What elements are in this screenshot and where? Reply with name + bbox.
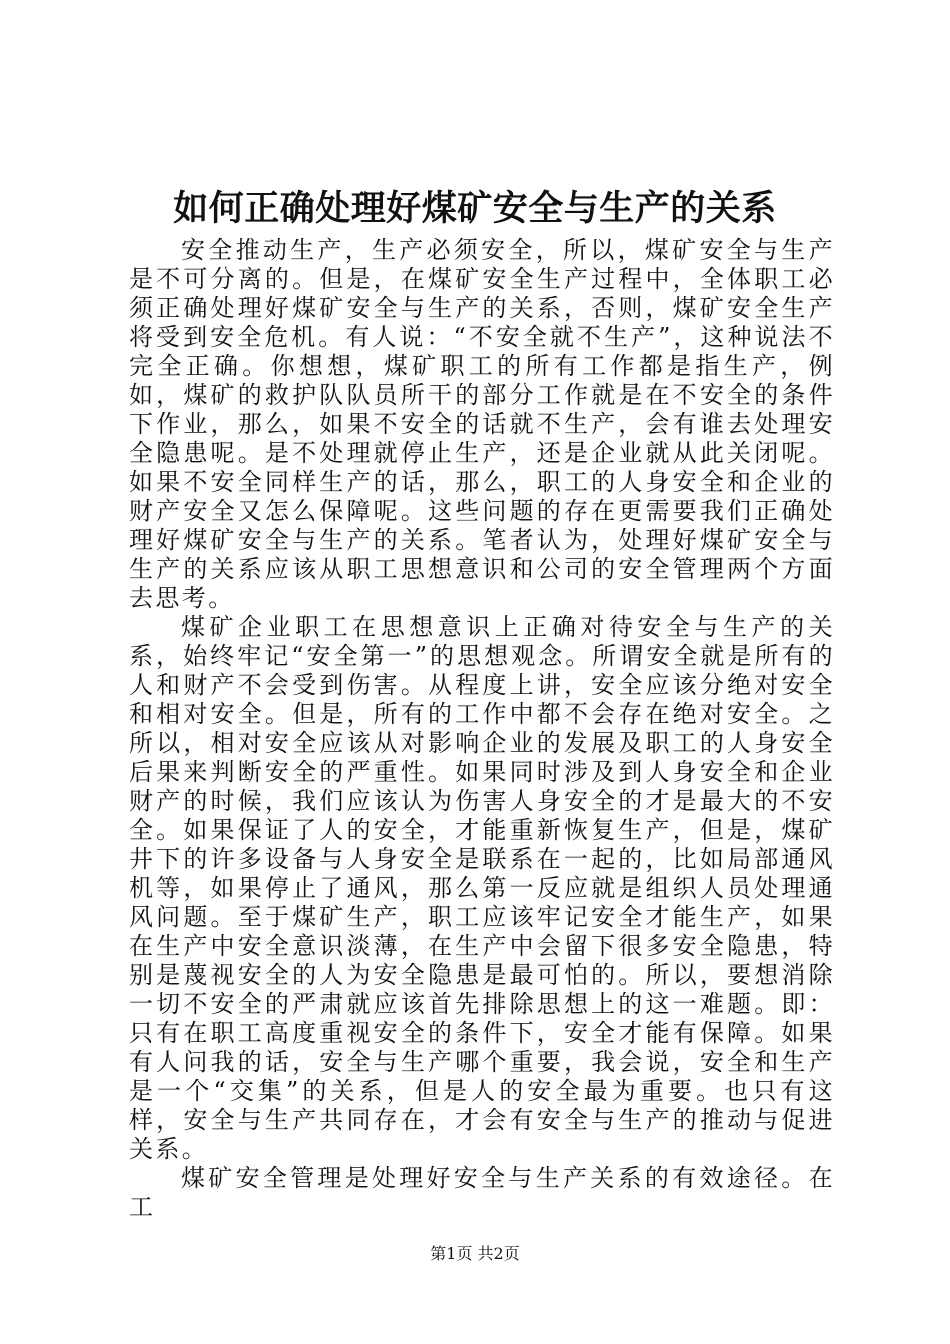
paragraph-1: 安全推动生产，生产必须安全，所以，煤矿安全与生产是不可分离的。但是，在煤矿安全生产过程中，全体职工必须正确处理好煤矿安全与生产的关系，否则，煤矿安全生产将受到安全危机。有人说：“不安全就不生产”，这种说法不完全正确。你想想，煤矿职工的所有工作都是指生产，例如，煤矿的救护队队员所干的部分工作就是在不安全的条件下作业，那么，如果不安全的话就不生产，会有谁去处理安全隐患呢。是不处理就停止生产，还是企业就从此关闭呢。如果不安全同样生产的话，那么，职工的人身安全和企业的财产安全又怎么保障呢。这些问题的存在更需要我们正确处理好煤矿安全与生产的关系。笔者认为，处理好煤矿安全与生产的关系应该从职工思想意识和公司的安全管理两个方面去思考。 (129, 236, 835, 612)
page-number-footer: 第1页 共2页 (430, 1244, 520, 1263)
document-title: 如何正确处理好煤矿安全与生产的关系 (173, 188, 777, 229)
document-body (129, 236, 835, 1222)
paragraph-2: 煤矿企业职工在思想意识上正确对待安全与生产的关系，始终牢记“安全第一”的思想观念。所谓安全就是所有的人和财产不会受到伤害。从程度上讲，安全应该分绝对安全和相对安全。但是，所有的工作中都不会存在绝对安全。之所以，相对安全应该从对影响企业的发展及职工的人身安全后果来判断安全的严重性。如果同时涉及到人身安全和企业财产的时候，我们应该认为伤害人身安全的才是最大的不安全。如果保证了人的安全，才能重新恢复生产，但是，煤矿井下的许多设备与人身安全是联系在一起的，比如局部通风机等，如果停止了通风，那么第一反应就是组织人员处理通风问题。至于煤矿生产，职工应该牢记安全才能生产，如果在生产中安全意识淡薄，在生产中会留下很多安全隐患，特别是蔑视安全的人为安全隐患是最可怕的。所以，要想消除一切不安全的严肃就应该首先排除思想上的这一难题。即：只有在职工高度重视安全的条件下，安全才能有保障。如果有人问我的话，安全与生产哪个重要，我会说，安全和生产是一个“交集”的关系，但是人的安全最为重要。也只有这样，安全与生产共同存在，才会有安全与生产的推动与促进关系。 (129, 613, 835, 1163)
paragraph-3: 煤矿安全管理是处理好安全与生产关系的有效途径。在工 (129, 1164, 835, 1221)
